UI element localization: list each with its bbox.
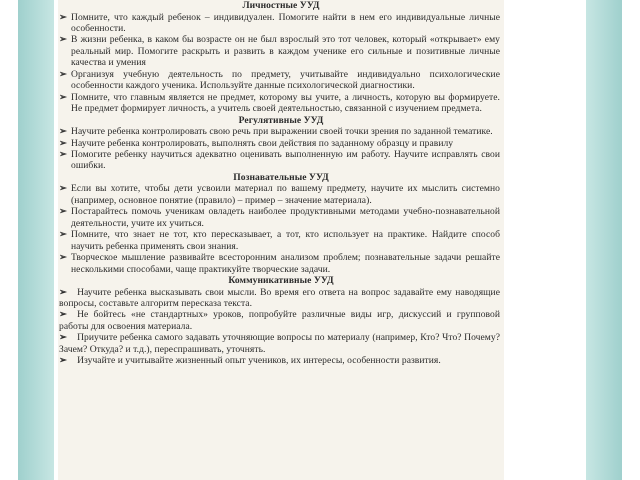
- heading-communicative: Коммуникативные УУД: [228, 275, 334, 287]
- heading-cognitive: Познавательные УУД: [233, 171, 329, 183]
- document-sheet: [58, 0, 504, 480]
- arrow-bullet-icon: ➢: [59, 286, 68, 298]
- personal-item-1: ➢ Помните, что каждый ребенок – индивидуален. Помогите найти в нем его индивидуальные личные особенности.: [59, 11, 500, 34]
- communicative-paragraph-4: ➢ Изучайте и учитывайте жизненный опыт учеников, их интересы, особенности развития.: [59, 355, 441, 367]
- right-decorative-bar: [586, 0, 622, 480]
- heading-regulatory: Регулятивные УУД: [238, 114, 324, 126]
- personal-item-2: ➢ В жизни ребенка, в каком бы возрасте он не был взрослый это тот человек, который «открывает» ему реальный мир. Помогите раскрыть и развить в каждом ученике его сильные и позитивные личные качества и умения: [59, 34, 500, 69]
- arrow-bullet-icon: ➢: [59, 126, 68, 138]
- cognitive-item-4: ➢ Творческое мышление развивайте всесторонним анализом проблем; познавательные задачи решайте несколькими способами, чаще практикуйте творческие задачи.: [59, 252, 500, 275]
- arrow-bullet-icon: ➢: [59, 252, 68, 264]
- arrow-bullet-icon: ➢: [59, 229, 68, 241]
- left-decorative-bar: [18, 0, 54, 480]
- communicative-paragraph-2: ➢ Не бойтесь «не стандартных» уроков, попробуйте различные виды игр, дискуссий и групповой работы для освоения материала.: [59, 309, 500, 332]
- arrow-bullet-icon: ➢: [59, 91, 68, 103]
- communicative-paragraph-1: ➢ Научите ребенка высказывать свои мысли. Во время его ответа на вопрос задавайте ему наводящие вопросы, составьте алгоритм пересказа текста.: [59, 286, 500, 309]
- cognitive-item-3: ➢ Помните, что знает не тот, кто пересказывает, а тот, кто использует на практике. Найдите способ научить ребенка применять свои знания.: [59, 229, 500, 252]
- regulatory-item-1: ➢ Научите ребенка контролировать свою речь при выражении своей точки зрения по заданной тематике.: [59, 126, 493, 138]
- arrow-bullet-icon: ➢: [59, 137, 68, 149]
- personal-item-4: ➢ Помните, что главным является не предмет, которому вы учите, а личность, которую вы формируете. Не предмет формирует личность, а учитель своей деятельностью, связанной с изучением предмета.: [59, 91, 500, 115]
- arrow-bullet-icon: ➢: [59, 34, 68, 46]
- cognitive-item-1: ➢ Если вы хотите, чтобы дети усвоили материал по вашему предмету, научите их мыслить системно (например, основное понятие (правило) – пример – значение материала).: [59, 183, 500, 206]
- arrow-bullet-icon: ➢: [59, 68, 68, 80]
- cognitive-item-2: ➢ Постарайтесь помочь ученикам овладеть наиболее продуктивными методами учебно-познавательной деятельности, учите их учиться.: [59, 206, 500, 229]
- arrow-bullet-icon: ➢: [59, 332, 68, 344]
- communicative-paragraph-3: ➢ Приучите ребенка самого задавать уточняющие вопросы по материалу (например, Кто? Что? Почему? Зачем? Откуда? и т.д.), переспрашивать, уточнять.: [59, 332, 500, 355]
- regulatory-item-2: ➢ Научите ребенка контролировать, выполнять свои действия по заданному образцу и правилу: [59, 137, 454, 149]
- arrow-bullet-icon: ➢: [59, 309, 68, 321]
- heading-personal: Личностные УУД: [242, 0, 320, 11]
- arrow-bullet-icon: ➢: [59, 183, 68, 195]
- arrow-bullet-icon: ➢: [59, 148, 68, 160]
- regulatory-item-3: ➢ Помогите ребенку научиться адекватно оценивать выполненную им работу. Научите исправлять свои ошибки.: [59, 148, 500, 172]
- arrow-bullet-icon: ➢: [59, 11, 68, 23]
- arrow-bullet-icon: ➢: [59, 355, 68, 367]
- personal-item-3: ➢ Организуя учебную деятельность по предмету, учитывайте индивидуально психологические особенности каждого ученика. Используйте данные психологической диагностики.: [59, 68, 500, 92]
- arrow-bullet-icon: ➢: [59, 206, 68, 218]
